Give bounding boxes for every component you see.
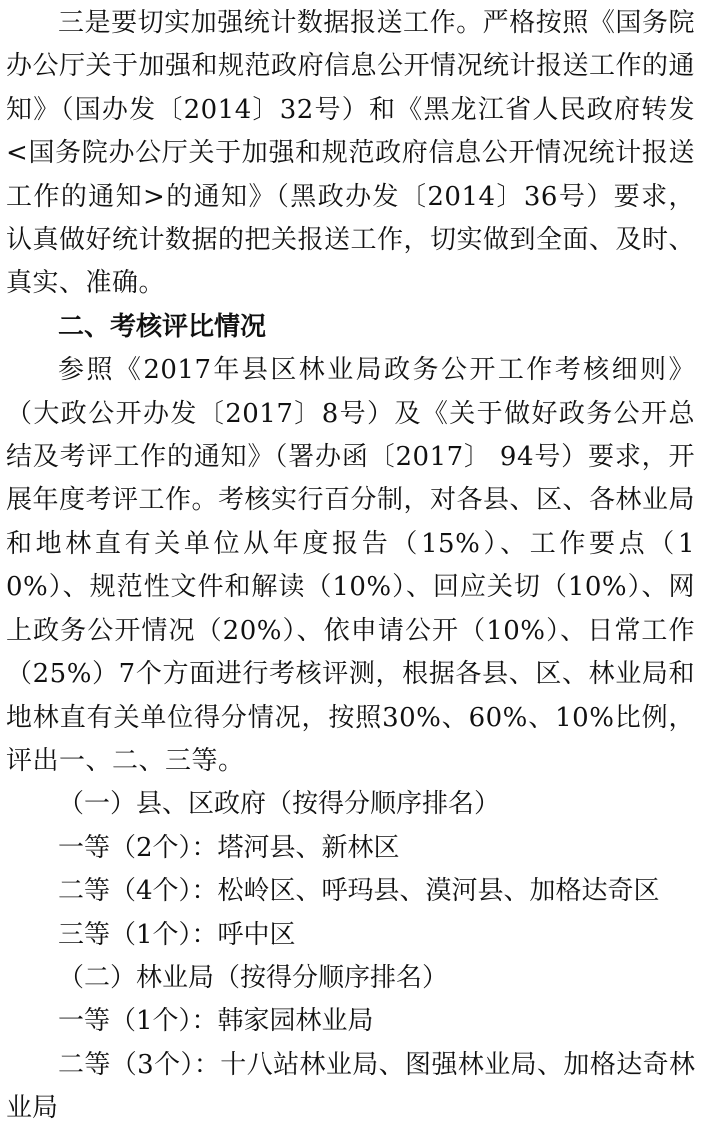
county-second-class: 二等（4个）：松岭区、呼玛县、漠河县、加格达奇区	[58, 876, 660, 907]
forestry-first-class: 一等（1个）：韩家园林业局	[58, 1006, 374, 1037]
paragraph-statistics-reporting: 三是要切实加强统计数据报送工作。严格按照《国务院办公厅关于加强和规范政府信息公开情况统计报送工作的通知》（国办发〔2014〕32号）和《黑龙江省人民政府转发<国务院办公厅关于加强和规范政府信息公开情况统计报送工作的通知>的通知》（黑政办发〔2014〕36号）要求，认真做好统计数据的把关报送工作，切实做到全面、及时、真实、准确。	[6, 8, 696, 299]
county-first-class: 一等（2个）：塔河县、新林区	[58, 832, 400, 863]
county-ranking-heading: （一）县、区政府（按得分顺序排名）	[58, 789, 501, 820]
forestry-ranking-heading: （二）林业局（按得分顺序排名）	[58, 962, 449, 993]
paragraph-assessment-details: 参照《2017年县区林业局政务公开工作考核细则》（大政公开办发〔2017〕8号）及《关于做好政务公开总结及考评工作的通知》（署办函〔2017〕 94号）要求，开展年度考评工作。考核实行百分制，对各县、区、各林业局和地林直有关单位从年度报告（15%）、工作要点（10%）、规范性文件和解读（10%）、回应关切（10%）、网上政务公开情况（20%）、依申请公开（10%）、日常工作（25%）7个方面进行考核评测，根据各县、区、林业局和地林直有关单位得分情况，按照30%、60%、10%比例，评出一、二、三等。	[6, 355, 696, 776]
section-heading-assessment: 二、考核评比情况	[58, 311, 267, 342]
county-third-class: 三等（1个）：呼中区	[58, 919, 296, 950]
forestry-second-class: 二等（3个）：十八站林业局、图强林业局、加格达奇林业局	[6, 1049, 695, 1124]
